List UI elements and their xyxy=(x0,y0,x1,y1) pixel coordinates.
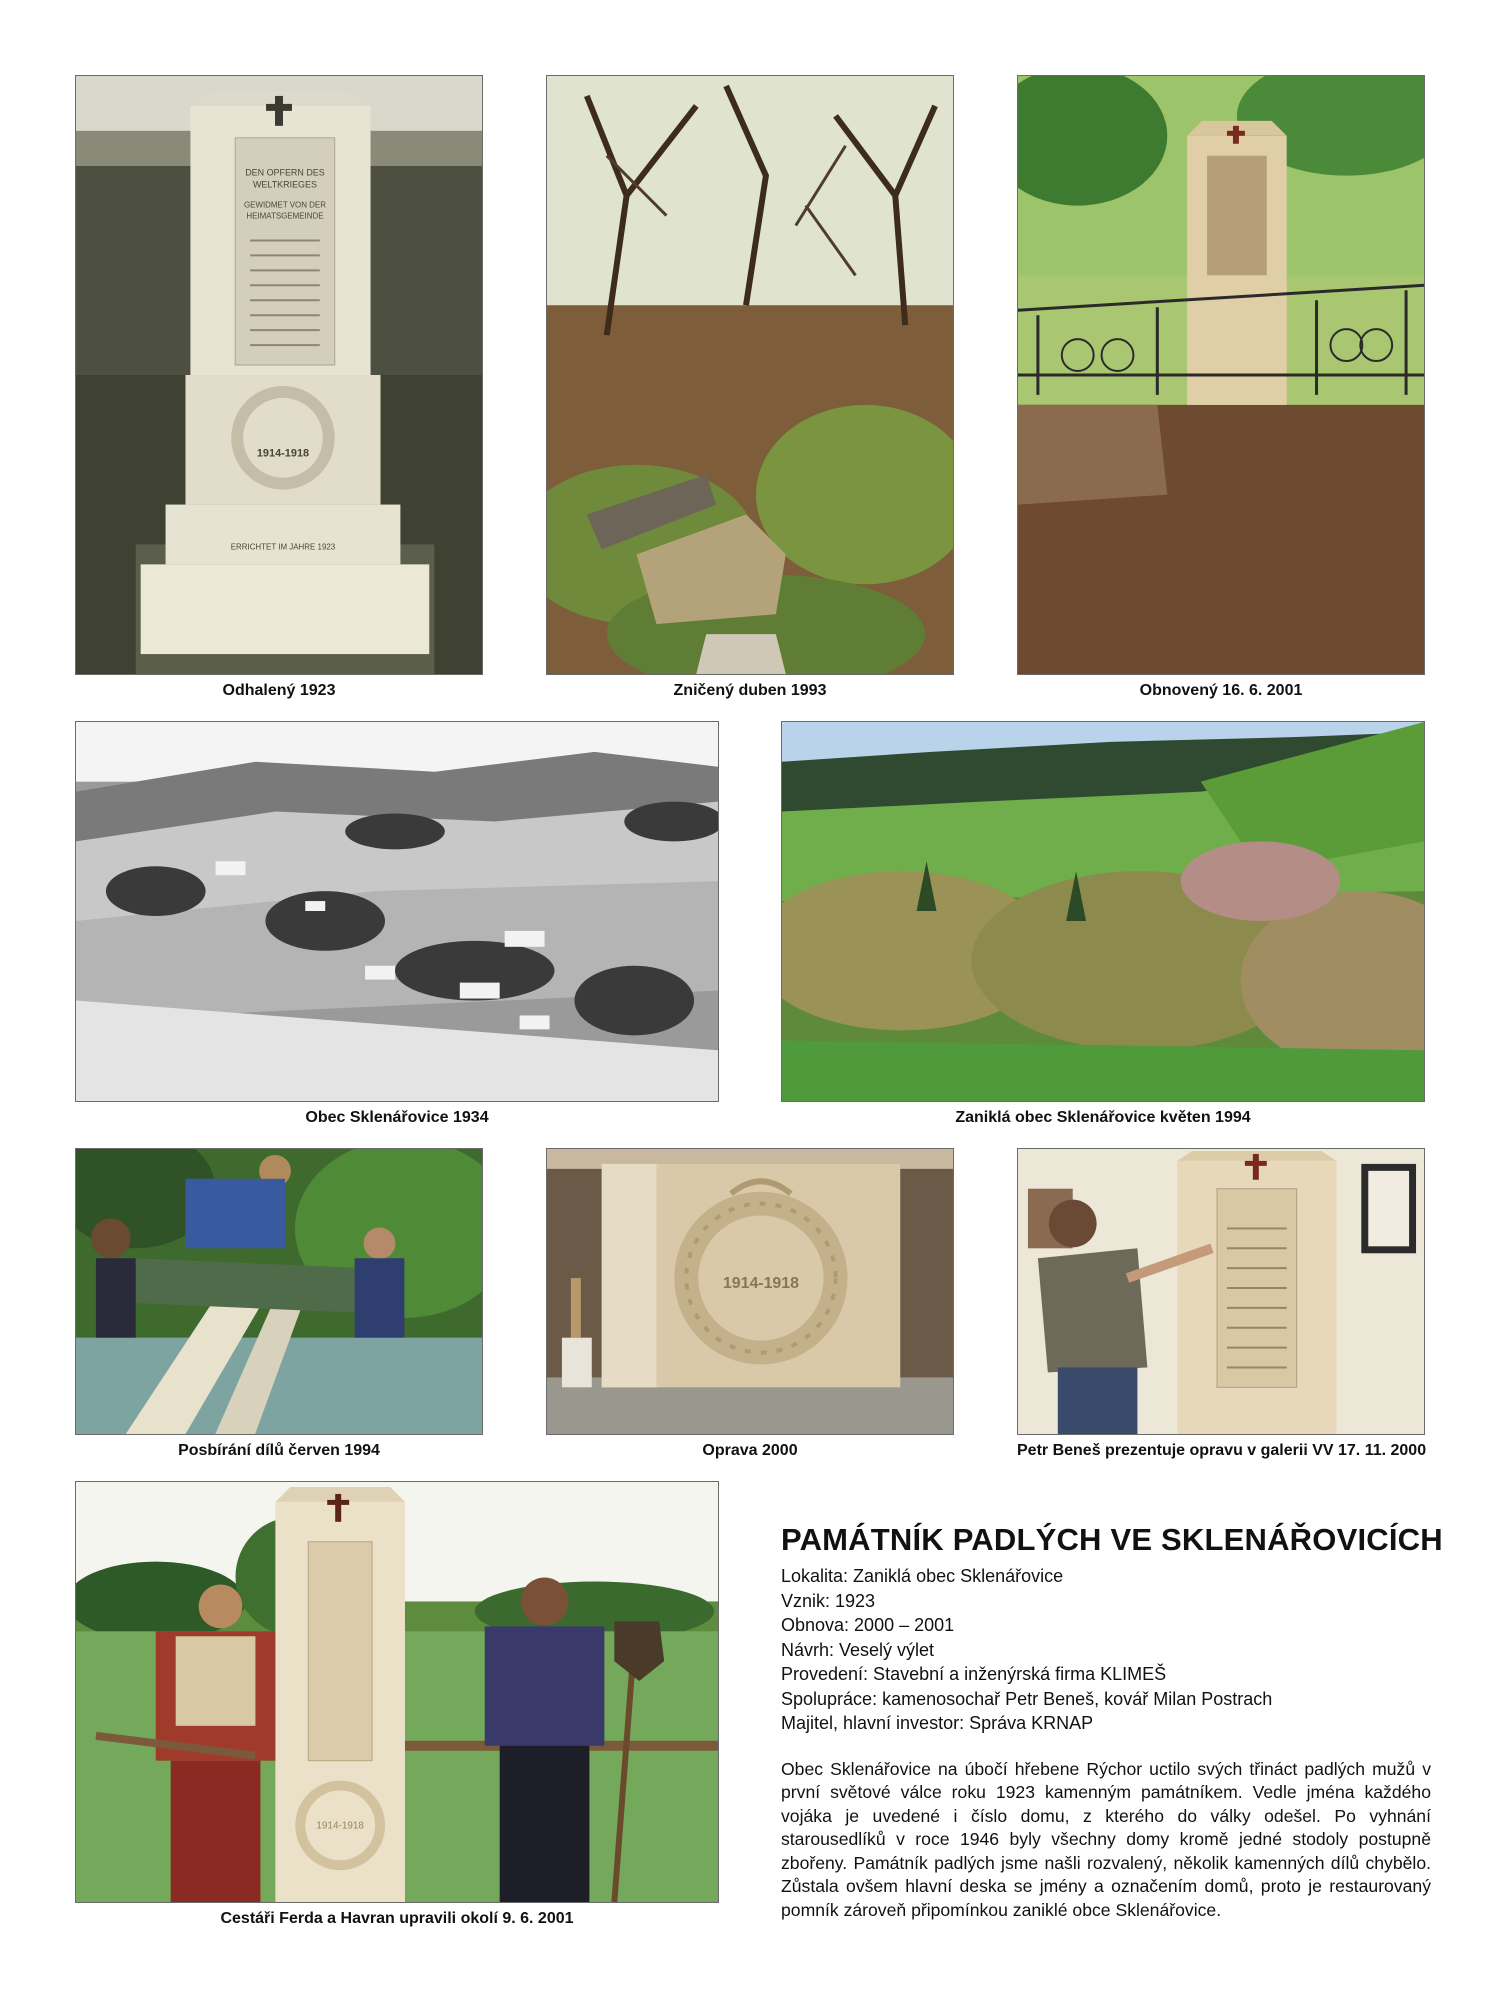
monument-gift-1: GEWIDMET VON DER xyxy=(243,200,326,210)
photo-village-1934 xyxy=(75,721,719,1102)
monument-years: 1914-1918 xyxy=(256,447,310,460)
repair-years: 1914-1918 xyxy=(722,1275,799,1293)
caption-photo-3: Obnovený 16. 6. 2001 xyxy=(1139,682,1303,699)
monument-dedication-1: DEN OPFERN DES xyxy=(245,167,325,178)
caption-photo-2: Zničený duben 1993 xyxy=(673,682,827,699)
field-execution: Provedení: Stavební a inženýrská firma KLIMEŠ xyxy=(781,1664,1167,1684)
caption-photo-1: Odhalený 1923 xyxy=(222,682,336,699)
caption-photo-6: Posbírání dílů červen 1994 xyxy=(178,1442,380,1459)
photo-collecting-parts-1994 xyxy=(75,1148,483,1435)
caption-photo-7: Oprava 2000 xyxy=(702,1442,798,1459)
photo-repair-2000 xyxy=(546,1148,954,1435)
field-owner: Majitel, hlavní investor: Správa KRNAP xyxy=(781,1713,1094,1733)
monument-gift-2: HEIMATSGEMEINDE xyxy=(246,211,324,221)
caption-photo-9: Cestáři Ferda a Havran upravili okolí 9. 6. 2001 xyxy=(220,1910,574,1927)
monument-erected: ERRICHTET IM JAHRE 1923 xyxy=(230,542,336,552)
photo-destroyed-1993 xyxy=(546,75,954,675)
photo-unveiled-1923 xyxy=(75,75,483,675)
monument-dedication-2: WELTKRIEGES xyxy=(252,179,317,190)
caption-photo-5: Zaniklá obec Sklenářovice květen 1994 xyxy=(955,1109,1251,1126)
field-location: Lokalita: Zaniklá obec Sklenářovice xyxy=(781,1566,1064,1586)
caption-photo-8: Petr Beneš prezentuje opravu v galerii VV 17. 11. 2000 xyxy=(1017,1442,1427,1459)
info-block xyxy=(781,1522,1443,1923)
field-cooperation: Spolupráce: kamenosochař Petr Beneš, kovář Milan Postrach xyxy=(781,1688,1273,1709)
photo-restored-2001 xyxy=(1017,75,1425,675)
page-title: PAMÁTNÍK PADLÝCH VE SKLENÁŘOVICÍCH xyxy=(781,1522,1443,1557)
description-paragraph: Obec Sklenářovice na úbočí hřebene Rýchor uctilo svých třináct padlých mužů v první světové válce roku 1923 kamenným památníkem. Vedle jména každého vojáka je uvedené i číslo domu, z kterého do války odešel. Po vyhnání starousedlíků v roce 1946 byly všechny domy kromě jedné stodoly postupně zbořeny. Památník padlých jsme našli rozvalený, několik kamenných dílů chybělo. Zůstala ovšem hlavní deska se jmény a označením domů, proto je restaurovaný pomník zároveň připomínkou zaniklé obce Sklenářovice. xyxy=(781,1758,1431,1921)
caption-photo-4: Obec Sklenářovice 1934 xyxy=(305,1109,489,1126)
field-design: Návrh: Veselý výlet xyxy=(781,1639,935,1660)
photo-road-workers-2001 xyxy=(75,1481,719,1903)
photo-presentation-2000 xyxy=(1017,1148,1425,1435)
field-restoration: Obnova: 2000 – 2001 xyxy=(781,1615,955,1635)
photo-abandoned-village-1994 xyxy=(781,721,1425,1102)
field-origin: Vznik: 1923 xyxy=(781,1590,876,1611)
roadworkers-monument-years: 1914-1918 xyxy=(316,1820,365,1832)
